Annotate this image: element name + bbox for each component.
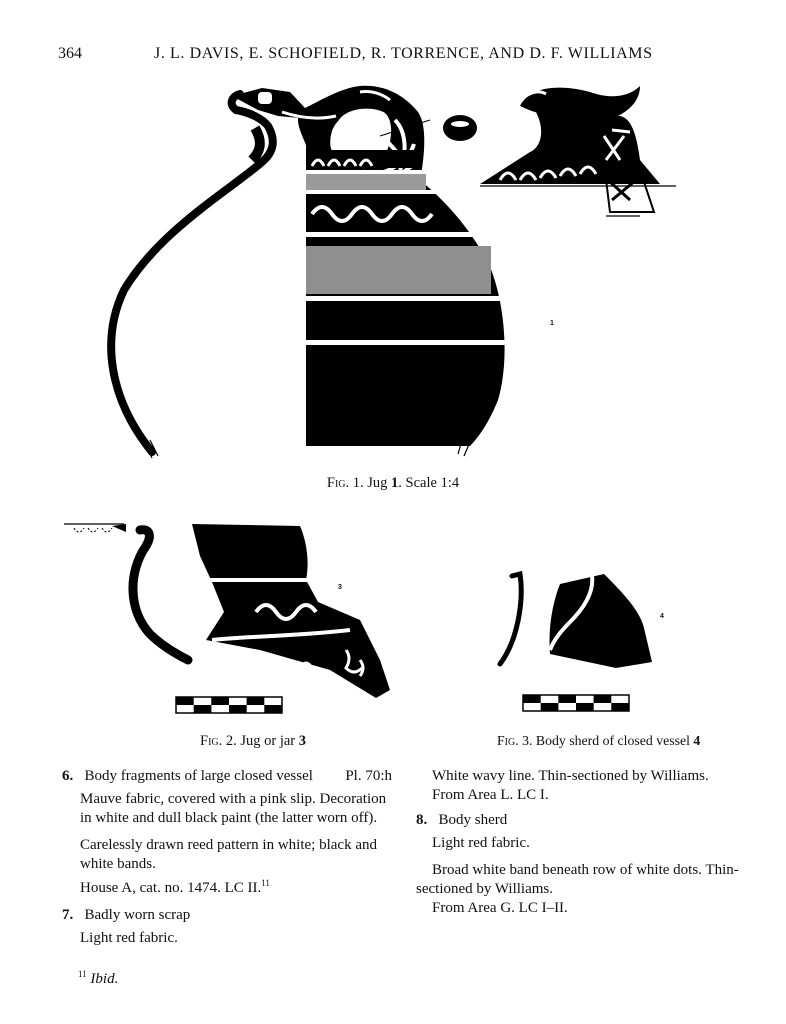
- entry-8-number: 8.: [416, 812, 428, 828]
- footnote: [78, 965, 118, 989]
- catalogue-entry-6: [62, 767, 392, 898]
- figure-1-text: Jug: [363, 475, 392, 491]
- figure-3-text: Body sherd of closed vessel: [532, 733, 694, 748]
- figure-2-label: 3: [338, 584, 342, 591]
- figure-3-label: 4: [660, 613, 664, 620]
- entry-8-heading: [416, 811, 746, 830]
- figure-1-caption: [0, 475, 786, 492]
- figure-2-caption: [200, 733, 306, 750]
- figure-1-scale: . Scale 1:4: [398, 475, 460, 491]
- footnote-text: Ibid.: [90, 971, 119, 987]
- entry-6-title: Body fragments of large closed vessel: [84, 768, 313, 784]
- entry-7-continued: [432, 767, 742, 805]
- entry-6-heading: [62, 767, 392, 786]
- figure-1-number: 1: [391, 475, 399, 491]
- figure-3-prefix: Fig. 3.: [497, 733, 533, 748]
- catalogue-entry-7: [62, 906, 392, 948]
- entry-6-provenance: House A, cat. no. 1474. LC II.$^{11}$: [80, 878, 270, 896]
- figure-2-number: 3: [298, 733, 307, 749]
- footnote-number: 11: [78, 969, 87, 979]
- figure-3-caption: [497, 733, 700, 749]
- figure-2-text: Jug or jar: [236, 733, 299, 749]
- entry-6-description: Mauve fabric, covered with a pink slip. Decoration in white and dull black paint (the latter worn off).: [80, 791, 387, 826]
- entry-7-decoration: White wavy line. Thin-sectioned by Williams.: [432, 768, 709, 784]
- entry-7-fabric: Light red fabric.: [80, 930, 178, 946]
- entry-6-number: 6.: [62, 768, 74, 784]
- entry-6-plate: Pl. 70:h: [345, 768, 392, 784]
- entry-7-title: Badly worn scrap: [84, 907, 191, 923]
- catalogue-entry-8: [416, 811, 746, 918]
- figure-2-prefix: Fig. 2.: [200, 733, 237, 749]
- figure-3-body-sherd-drawing: [480, 565, 670, 720]
- figure-1-label: 1: [550, 320, 554, 327]
- figure-1-prefix: Fig. 1.: [326, 475, 364, 491]
- figure-3-number: 4: [693, 733, 701, 748]
- entry-8-title: Body sherd: [438, 812, 508, 828]
- entry-8-decoration: Broad white band beneath row of white dots. Thin-sectioned by Williams.: [416, 862, 739, 897]
- entry-6-decoration: Carelessly drawn reed pattern in white; black and white bands.: [80, 837, 377, 872]
- entry-7-provenance: From Area L. LC I.: [432, 787, 549, 803]
- entry-8-provenance: From Area G. LC I–II.: [432, 900, 568, 916]
- entry-7-heading: [62, 906, 392, 925]
- entry-7-number: 7.: [62, 907, 74, 923]
- figure-2-jug-or-jar-drawing: [60, 515, 400, 720]
- entry-8-fabric: Light red fabric.: [432, 835, 530, 851]
- figure-1-jug-drawing: [100, 80, 680, 460]
- page-number: 364: [58, 45, 82, 62]
- running-header-authors: J. L. DAVIS, E. SCHOFIELD, R. TORRENCE, AND D. F. WILLIAMS: [154, 45, 653, 62]
- footnote-ref: 11: [261, 878, 270, 888]
